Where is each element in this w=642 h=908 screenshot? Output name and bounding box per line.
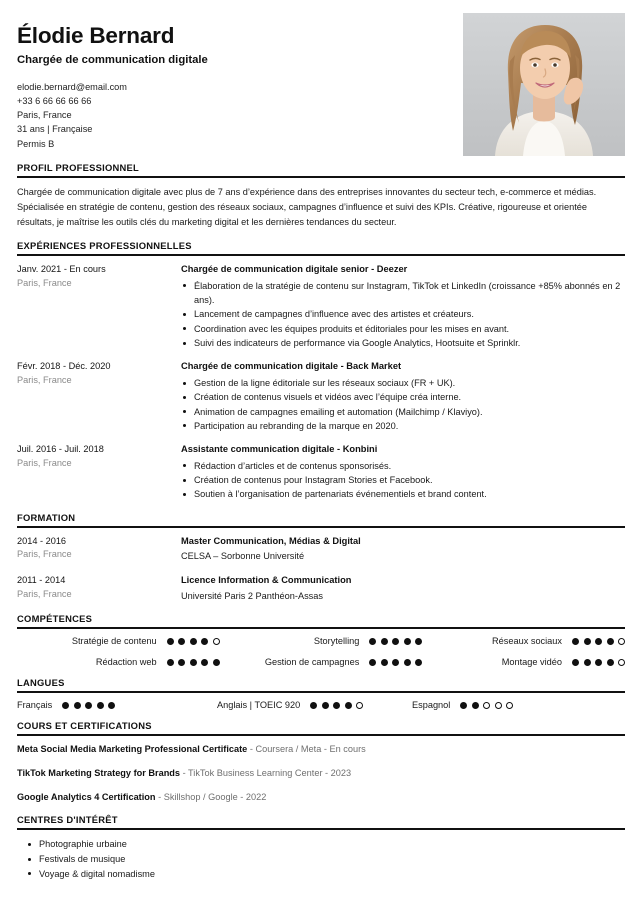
bullet-item: Gestion de la ligne éditoriale sur les réseaux sociaux (FR + UK). bbox=[181, 376, 625, 390]
entry-body bbox=[181, 535, 625, 564]
bullet-item: Création de contenus visuels et vidéos avec l’équipe créa interne. bbox=[181, 390, 625, 404]
section-rule bbox=[17, 254, 625, 256]
entry-school: CELSA – Sorbonne Université bbox=[181, 551, 305, 562]
rating-dot-filled bbox=[333, 702, 340, 709]
bullet-item: Coordination avec les équipes produits et éditoriales pour les mises en avant. bbox=[181, 322, 625, 336]
skill-rating bbox=[572, 638, 625, 645]
entry-meta bbox=[17, 443, 181, 501]
entry-date: 2014 - 2016 bbox=[17, 535, 67, 546]
candidate-name: Élodie Bernard bbox=[17, 23, 175, 48]
certification-row bbox=[17, 743, 625, 756]
rating-dot-empty bbox=[483, 702, 490, 709]
cv-header bbox=[17, 0, 625, 152]
certification-name: TikTok Marketing Strategy for Brands bbox=[17, 768, 181, 779]
section-interests bbox=[17, 814, 625, 881]
skill-rating bbox=[167, 659, 220, 666]
entry-meta bbox=[17, 360, 181, 433]
rating-dot-filled bbox=[460, 702, 467, 709]
language-label: Espagnol bbox=[412, 700, 451, 711]
bullet-item: Soutien à l’organisation de partenariats événementiels et brand content. bbox=[181, 487, 625, 501]
section-rule bbox=[17, 526, 625, 528]
experience-entry bbox=[17, 263, 625, 350]
languages-grid bbox=[17, 700, 625, 710]
interests-list bbox=[17, 837, 625, 881]
contact-phone: +33 6 66 66 66 66 bbox=[17, 95, 92, 106]
skill-label: Storytelling bbox=[313, 636, 360, 647]
bullet-item: Suivi des indicateurs de performance via Google Analytics, Hootsuite et Sprinklr. bbox=[181, 336, 625, 350]
entry-location: Paris, France bbox=[17, 457, 72, 468]
rating-dot-filled bbox=[584, 638, 591, 645]
rating-dot-filled bbox=[595, 638, 602, 645]
entry-bullets bbox=[181, 376, 625, 433]
skill-rating bbox=[369, 659, 422, 666]
entry-role: Chargée de communication digitale senior - Deezer bbox=[181, 264, 408, 275]
skill-rating bbox=[167, 638, 220, 645]
rating-dot-filled bbox=[472, 702, 479, 709]
rating-dot-filled bbox=[369, 659, 376, 666]
entry-degree: Licence Information & Communication bbox=[181, 575, 352, 586]
entry-body bbox=[181, 360, 625, 433]
section-title-skills: COMPÉTENCES bbox=[17, 613, 93, 625]
language-label: Français bbox=[17, 700, 53, 711]
entry-date: Févr. 2018 - Déc. 2020 bbox=[17, 361, 111, 372]
section-title-experience: EXPÉRIENCES PROFESSIONNELLES bbox=[17, 240, 192, 252]
certification-row bbox=[17, 791, 625, 804]
contact-location: Paris, France bbox=[17, 110, 72, 121]
language-item bbox=[17, 700, 217, 710]
rating-dot-filled bbox=[201, 638, 208, 645]
profile-summary: Chargée de communication digitale avec plus de 7 ans d’expérience dans des entreprises innovantes du secteur tech, e-commerce et médias. Spécialisée en stratégie de contenu, gestion des réseaux sociaux, campagnes d’influence et suivi des KPIs. Créative, rigoureuse et orientée résultats, je maîtrise les outils clés du marketing digital et les dernières tendances du secteur. bbox=[17, 187, 597, 228]
entry-bullets bbox=[181, 459, 625, 502]
certification-row bbox=[17, 767, 625, 780]
entry-role: Assistante communication digitale - Konbini bbox=[181, 444, 378, 455]
entry-meta bbox=[17, 574, 181, 603]
rating-dot-filled bbox=[322, 702, 329, 709]
section-rule bbox=[17, 627, 625, 629]
rating-dot-filled bbox=[415, 659, 422, 666]
profile-photo bbox=[463, 13, 625, 156]
interest-item: Photographie urbaine bbox=[17, 837, 625, 852]
rating-dot-filled bbox=[415, 638, 422, 645]
language-rating bbox=[62, 702, 115, 709]
rating-dot-filled bbox=[404, 659, 411, 666]
language-rating bbox=[460, 702, 513, 709]
rating-dot-filled bbox=[167, 638, 174, 645]
rating-dot-filled bbox=[572, 659, 579, 666]
bullet-item: Rédaction d’articles et de contenus sponsorisés. bbox=[181, 459, 625, 473]
skill-rating bbox=[369, 638, 422, 645]
certification-meta: - TikTok Business Learning Center - 2023 bbox=[180, 768, 352, 779]
contact-age-nationality: 31 ans | Française bbox=[17, 124, 93, 135]
rating-dot-filled bbox=[369, 638, 376, 645]
entry-location: Paris, France bbox=[17, 549, 72, 560]
entry-meta bbox=[17, 263, 181, 350]
section-skills bbox=[17, 613, 625, 667]
rating-dot-filled bbox=[392, 659, 399, 666]
rating-dot-filled bbox=[85, 702, 92, 709]
rating-dot-empty bbox=[618, 638, 625, 645]
rating-dot-filled bbox=[310, 702, 317, 709]
entry-location: Paris, France bbox=[17, 588, 72, 599]
rating-dot-filled bbox=[190, 659, 197, 666]
skill-item bbox=[17, 636, 220, 646]
language-rating bbox=[310, 702, 363, 709]
entry-location: Paris, France bbox=[17, 277, 72, 288]
rating-dot-filled bbox=[62, 702, 69, 709]
section-certifications bbox=[17, 720, 625, 804]
section-title-interests: CENTRES D'INTÉRÊT bbox=[17, 814, 118, 826]
section-rule bbox=[17, 691, 625, 693]
section-rule bbox=[17, 176, 625, 178]
language-item bbox=[412, 700, 625, 710]
rating-dot-filled bbox=[404, 638, 411, 645]
rating-dot-filled bbox=[392, 638, 399, 645]
section-title-certifications: COURS ET CERTIFICATIONS bbox=[17, 720, 152, 732]
contact-email: elodie.bernard@email.com bbox=[17, 81, 127, 92]
section-rule bbox=[17, 734, 625, 736]
contact-licence: Permis B bbox=[17, 138, 55, 149]
rating-dot-empty bbox=[495, 702, 502, 709]
section-profile bbox=[17, 162, 625, 230]
rating-dot-filled bbox=[178, 638, 185, 645]
entry-date: Janv. 2021 - En cours bbox=[17, 264, 106, 275]
section-languages bbox=[17, 677, 625, 710]
bullet-item: Lancement de campagnes d’influence avec des artistes et créateurs. bbox=[181, 307, 625, 321]
rating-dot-empty bbox=[356, 702, 363, 709]
rating-dot-filled bbox=[167, 659, 174, 666]
interest-item: Voyage & digital nomadisme bbox=[17, 867, 625, 882]
rating-dot-empty bbox=[213, 638, 220, 645]
section-education bbox=[17, 512, 625, 604]
skill-item bbox=[220, 657, 423, 667]
rating-dot-filled bbox=[584, 659, 591, 666]
section-title-languages: LANGUES bbox=[17, 677, 65, 689]
rating-dot-filled bbox=[381, 638, 388, 645]
certification-name: Google Analytics 4 Certification bbox=[17, 792, 156, 803]
skills-grid bbox=[17, 636, 625, 667]
entry-bullets bbox=[181, 279, 625, 350]
skill-item bbox=[422, 636, 625, 646]
experience-entry bbox=[17, 443, 625, 501]
header-text-block bbox=[17, 24, 447, 151]
skill-label: Stratégie de contenu bbox=[71, 636, 157, 647]
entry-meta bbox=[17, 535, 181, 564]
rating-dot-filled bbox=[74, 702, 81, 709]
rating-dot-filled bbox=[108, 702, 115, 709]
skill-label: Gestion de campagnes bbox=[264, 657, 360, 668]
entry-location: Paris, France bbox=[17, 374, 72, 385]
entry-body bbox=[181, 263, 625, 350]
rating-dot-filled bbox=[345, 702, 352, 709]
section-title-education: FORMATION bbox=[17, 511, 76, 523]
rating-dot-filled bbox=[381, 659, 388, 666]
section-experience bbox=[17, 240, 625, 501]
entry-date: Juil. 2016 - Juil. 2018 bbox=[17, 444, 104, 455]
skill-label: Réseaux sociaux bbox=[492, 636, 562, 647]
bullet-item: Animation de campagnes emailing et automation (Mailchimp / Klaviyo). bbox=[181, 405, 625, 419]
section-title-profile: PROFIL PROFESSIONNEL bbox=[17, 162, 140, 173]
rating-dot-empty bbox=[506, 702, 513, 709]
rating-dot-filled bbox=[607, 659, 614, 666]
language-item bbox=[217, 700, 412, 710]
bullet-item: Création de contenus pour Instagram Stories et Facebook. bbox=[181, 473, 625, 487]
certification-name: Meta Social Media Marketing Professional Certificate bbox=[17, 744, 248, 755]
skill-rating bbox=[572, 659, 625, 666]
rating-dot-filled bbox=[178, 659, 185, 666]
skill-item bbox=[17, 657, 220, 667]
language-label: Anglais | TOEIC 920 bbox=[217, 700, 301, 711]
rating-dot-filled bbox=[97, 702, 104, 709]
entry-date: 2011 - 2014 bbox=[17, 575, 66, 586]
skill-item bbox=[422, 657, 625, 667]
bullet-item: Participation au rebranding de la marque en 2020. bbox=[181, 419, 625, 433]
rating-dot-empty bbox=[618, 659, 625, 666]
contact-list bbox=[17, 80, 447, 151]
rating-dot-filled bbox=[213, 659, 220, 666]
skill-label: Montage vidéo bbox=[501, 657, 562, 668]
candidate-job-title: Chargée de communication digitale bbox=[17, 53, 208, 66]
skill-item bbox=[220, 636, 423, 646]
rating-dot-filled bbox=[201, 659, 208, 666]
skill-label: Rédaction web bbox=[95, 657, 157, 668]
education-entry bbox=[17, 574, 625, 603]
education-entry bbox=[17, 535, 625, 564]
entry-school: Université Paris 2 Panthéon-Assas bbox=[181, 590, 323, 601]
entry-degree: Master Communication, Médias & Digital bbox=[181, 535, 361, 546]
certification-meta: - Coursera / Meta - En cours bbox=[247, 744, 366, 755]
entry-body bbox=[181, 443, 625, 501]
rating-dot-filled bbox=[190, 638, 197, 645]
rating-dot-filled bbox=[572, 638, 579, 645]
rating-dot-filled bbox=[607, 638, 614, 645]
certification-meta: - Skillshop / Google - 2022 bbox=[155, 792, 267, 803]
interest-item: Festivals de musique bbox=[17, 852, 625, 867]
bullet-item: Élaboration de la stratégie de contenu sur Instagram, TikTok et LinkedIn (croissance +85% abonnés en 2 ans). bbox=[181, 279, 625, 308]
rating-dot-filled bbox=[595, 659, 602, 666]
entry-body bbox=[181, 574, 625, 603]
experience-entry bbox=[17, 360, 625, 433]
entry-role: Chargée de communication digitale - Back Market bbox=[181, 361, 402, 372]
section-rule bbox=[17, 828, 625, 830]
